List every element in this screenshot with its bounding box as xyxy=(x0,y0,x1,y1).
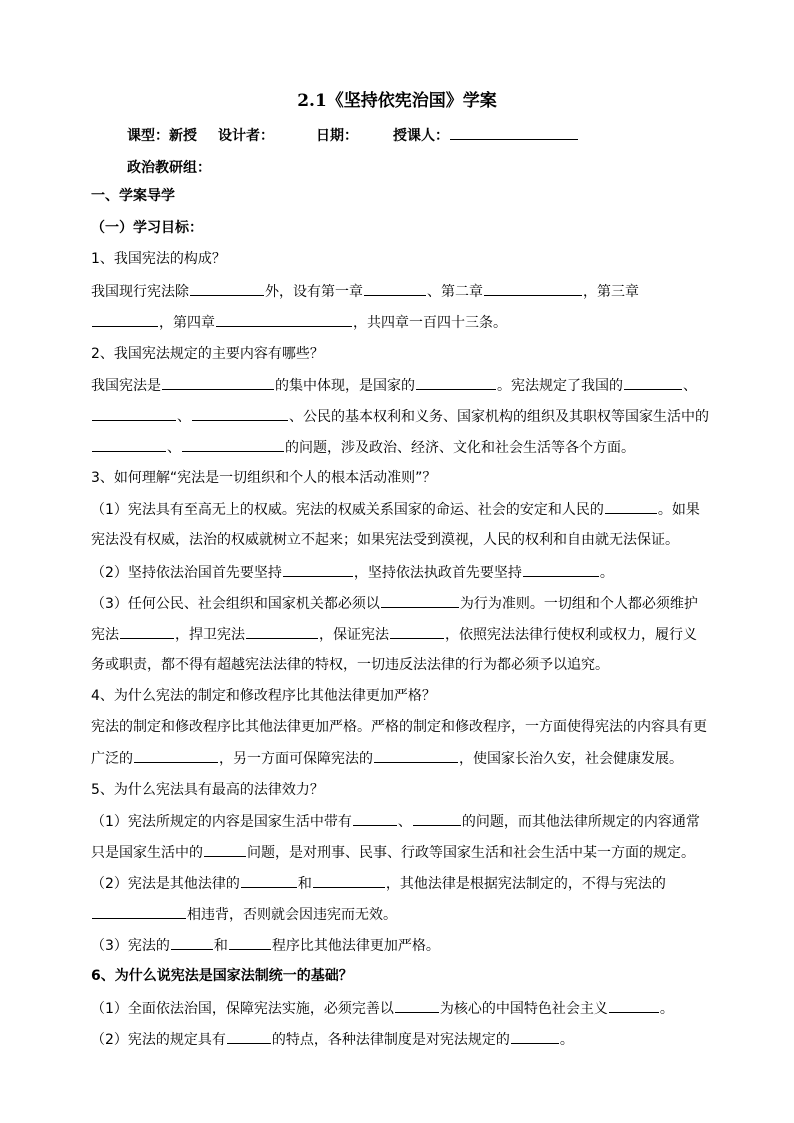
question-5-para-2-a: （2）宪法是其他法律的 和 ，其他法律是根据宪法制定的，不得与宪法的 xyxy=(91,876,666,892)
teacher-label: 授课人： xyxy=(393,125,579,145)
question-3-para-3-a: （3）任何公民、社会组织和国家机关都必须以 为行为准则。一切组和个人都必须维护 xyxy=(91,596,698,612)
question-1-title: 1、我国宪法的构成？ xyxy=(91,251,226,267)
question-2-line-2: 、 、公民的基本权利和义务、国家机构的组织及其职权等国家生活中的 xyxy=(91,407,709,426)
question-3-para-3-c: 务或职责，都不得有超越宪法法律的特权，一切违反法法律的行为都必须予以追究。 xyxy=(91,657,609,673)
question-5-para-1-a: （1）宪法所规定的内容是国家生活中带有 、 的问题，而其他法律所规定的内容通常 xyxy=(91,814,700,830)
teacher-blank xyxy=(450,126,578,140)
subsection-heading: （一）学习目标： xyxy=(91,220,203,236)
question-4-title: 4、为什么宪法的制定和修改程序比其他法律更加严格？ xyxy=(91,688,436,704)
question-2-line-3: 、 的问题，涉及政治、经济、文化和社会生活等各个方面。 xyxy=(91,438,635,457)
question-2-line-1: 我国宪法是 的集中体现，是国家的 。宪法规定了我国的 、 xyxy=(91,378,697,394)
question-6-para-2: （2）宪法的规定具有 的特点，各种法律制度是对宪法规定的 。 xyxy=(91,1032,574,1048)
question-3-para-3-b: 宪法 ，捍卫宪法 ，保证宪法 ，依照宪法法律行使权利或权力，履行义 xyxy=(91,627,697,643)
page-title: 2.1《坚持依宪治国》学案 xyxy=(297,91,497,111)
question-3-para-1-b: 宪法没有权威，法治的权威就树立不起来；如果宪法受到漠视，人民的权利和自由就无法保证。 xyxy=(91,532,679,548)
date-label: 日期： xyxy=(316,128,358,144)
course-type-label: 课型：新授 xyxy=(127,128,197,144)
question-5-para-2-b: 相违背，否则就会因违宪而无效。 xyxy=(91,905,397,924)
question-3-title: 3、如何理解“宪法是一切组织和个人的根本活动准则”？ xyxy=(91,470,437,486)
question-3-para-2: （2）坚持依法治国首先要坚持 ，坚持依法执政首先要坚持 。 xyxy=(91,565,614,581)
question-5-para-3: （3）宪法的 和 程序比其他法律更加严格。 xyxy=(91,938,440,954)
question-1-line-2: ，第四章 ，共四章一百四十三条。 xyxy=(91,313,507,332)
designer-label: 设计者： xyxy=(218,128,274,144)
section-heading: 一、学案导学 xyxy=(91,188,175,204)
question-4-line-2: 广泛的 ，另一方面可保障宪法的 ，使国家长治久安，社会健康发展。 xyxy=(91,751,683,767)
question-5-para-1-b: 只是国家生活中的 问题，是对刑事、民事、行政等国家生活和社会生活中某一方面的规定。 xyxy=(91,845,695,861)
question-4-line-1: 宪法的制定和修改程序比其他法律更加严格。严格的制定和修改程序，一方面使得宪法的内容具有更 xyxy=(91,719,707,735)
question-6-para-1: （1）全面依法治国，保障宪法实施，必须完善以 为核心的中国特色社会主义 。 xyxy=(91,1001,674,1017)
group-label: 政治教研组： xyxy=(127,160,211,176)
question-6-title: 6、为什么说宪法是国家法制统一的基础？ xyxy=(91,968,353,984)
question-5-title: 5、为什么宪法具有最高的法律效力？ xyxy=(91,782,324,798)
question-3-para-1-a: （1）宪法具有至高无上的权威。宪法的权威关系国家的命运、社会的安定和人民的 。如果 xyxy=(91,502,700,518)
question-1-line-1: 我国现行宪法除 外，设有第一章 、第二章 ，第三章 xyxy=(91,284,639,300)
question-2-title: 2、我国宪法规定的主要内容有哪些？ xyxy=(91,346,324,362)
